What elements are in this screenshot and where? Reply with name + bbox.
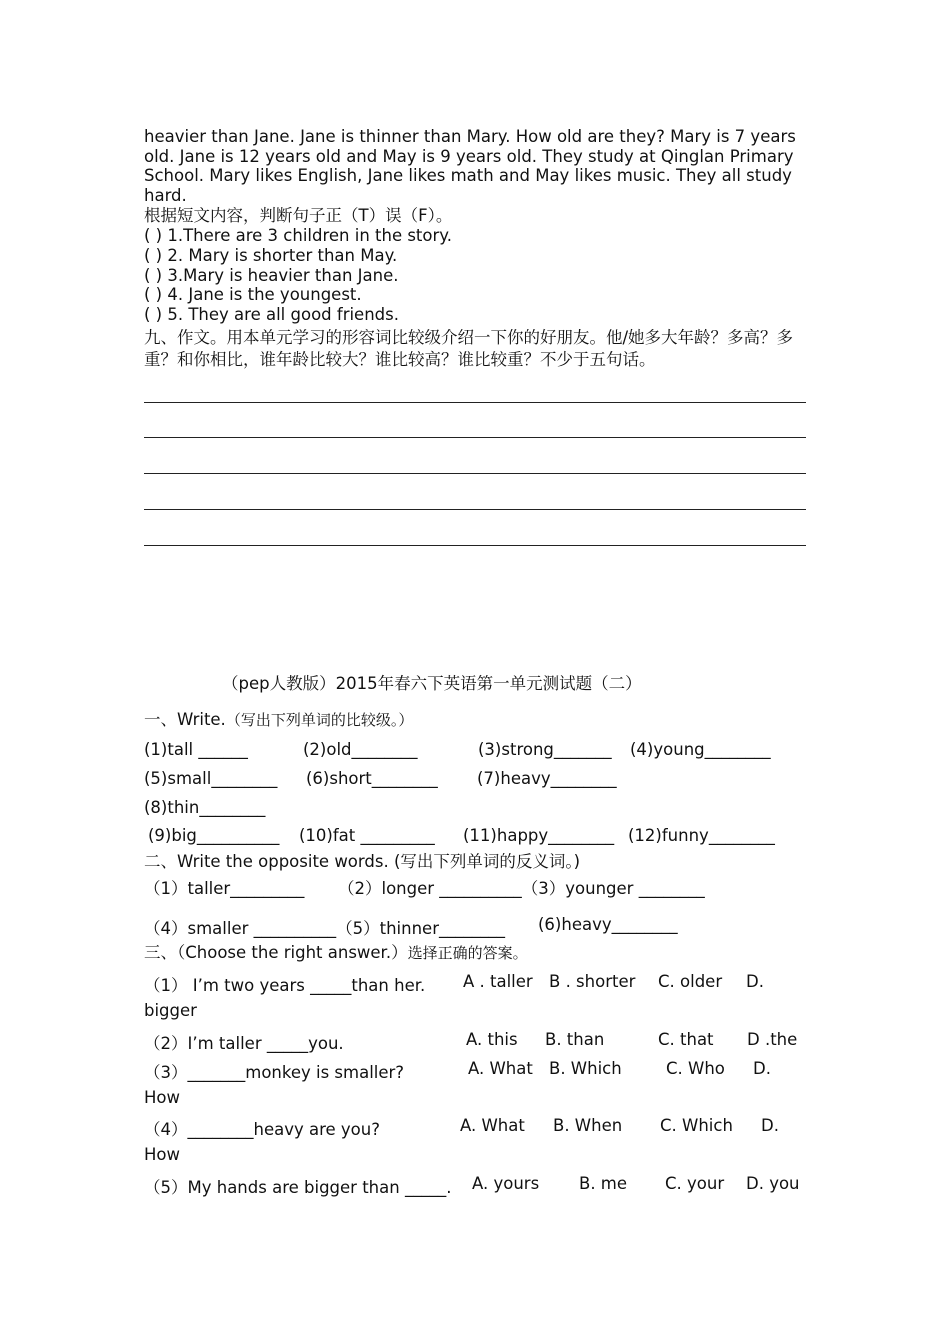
- s2-item-4-5: （4）smaller __________（5）thinner________: [144, 919, 505, 938]
- q5-option-d: D. you: [746, 1174, 800, 1193]
- q4-option-d: D.: [761, 1116, 779, 1135]
- q4-option-a: A. What: [460, 1116, 525, 1135]
- q2-option-d: D .the: [747, 1030, 798, 1049]
- section3-heading-cn: 选择正确的答案。: [407, 944, 528, 962]
- s1-item-1: (1)tall ______: [144, 740, 248, 759]
- section3-heading-en: 三、（Choose the right answer.）: [144, 943, 408, 962]
- q2-option-b: B. than: [545, 1030, 605, 1049]
- q3-stem: （3）_______monkey is smaller?: [144, 1063, 405, 1082]
- s1-item-5: (5)small________: [144, 769, 278, 788]
- q1-option-a: A . taller: [463, 972, 533, 991]
- reading-instruction: 根据短文内容，判断句子正（T）误（F）。: [144, 206, 453, 225]
- writing-line[interactable]: [144, 402, 806, 403]
- s1-item-6: (6)short________: [306, 769, 438, 788]
- q3-option-c: C. Who: [666, 1059, 725, 1078]
- s2-item-6: (6)heavy________: [538, 915, 678, 934]
- q3-option-a: A. What: [468, 1059, 533, 1078]
- section1-heading: [144, 710, 413, 730]
- q1-option-c: C. older: [658, 972, 723, 991]
- writing-line[interactable]: [144, 437, 806, 438]
- writing-line[interactable]: [144, 473, 806, 474]
- s1-item-4: (4)young________: [630, 740, 771, 759]
- tf-item-5: ( ) 5. They are all good friends.: [144, 305, 399, 324]
- section1-heading-label: 一、Write.: [144, 710, 226, 729]
- q1-option-d: D.: [746, 972, 764, 991]
- test-title: （pep人教版）2015年春六下英语第一单元测试题（二）: [222, 674, 642, 693]
- section2-heading: 二、Write the opposite words. (写出下列单词的反义词。): [144, 852, 581, 871]
- q1-option-b: B . shorter: [549, 972, 636, 991]
- q2-option-a: A. this: [466, 1030, 518, 1049]
- writing-prompt: 九、作文。用本单元学习的形容词比较级介绍一下你的好朋友。他/她多大年龄？多高？多重？和你相比，谁年龄比较大？谁比较高？谁比较重？不少于五句话。: [144, 328, 794, 369]
- writing-line[interactable]: [144, 545, 806, 546]
- tf-item-3: ( ) 3.Mary is heavier than Jane.: [144, 266, 399, 285]
- q2-option-c: C. that: [658, 1030, 714, 1049]
- q5-option-b: B. me: [579, 1174, 628, 1193]
- q3-option-d: D.: [753, 1059, 771, 1078]
- reading-passage: heavier than Jane. Jane is thinner than Mary. How old are they? Mary is 7 years old. Jane is 12 years old and May is 9 years old. They study at Qinglan Primary School. Mary likes English, Jane likes math and May likes music. They all study hard.: [144, 127, 796, 205]
- s1-item-2: (2)old________: [303, 740, 418, 759]
- q1-option-d-text: bigger: [144, 1001, 197, 1020]
- tf-item-2: ( ) 2. Mary is shorter than May.: [144, 246, 398, 265]
- q4-stem: （4）________heavy are you?: [144, 1120, 380, 1139]
- writing-line[interactable]: [144, 509, 806, 510]
- q5-option-c: C. your: [665, 1174, 725, 1193]
- section1-heading-note: （写出下列单词的比较级。）: [225, 711, 414, 729]
- q3-option-b: B. Which: [549, 1059, 622, 1078]
- tf-item-4: ( ) 4. Jane is the youngest.: [144, 285, 362, 304]
- s1-item-7: (7)heavy________: [477, 769, 617, 788]
- s1-item-12: (12)funny________: [628, 826, 775, 845]
- tf-item-1: ( ) 1.There are 3 children in the story.: [144, 226, 452, 245]
- q5-option-a: A. yours: [472, 1174, 540, 1193]
- s1-item-11: (11)happy________: [463, 826, 615, 845]
- s1-item-9: (9)big__________: [148, 826, 280, 845]
- s1-item-8: (8)thin________: [144, 798, 266, 817]
- section3-heading: [144, 943, 528, 963]
- s2-item-2-3: （2）longer __________（3）younger ________: [338, 879, 705, 898]
- q5-stem: （5）My hands are bigger than _____.: [144, 1178, 452, 1197]
- s1-item-10: (10)fat _________: [299, 826, 435, 845]
- q4-option-b: B. When: [553, 1116, 623, 1135]
- q2-stem: （2）I’m taller _____you.: [144, 1034, 344, 1053]
- q1-stem: （1） I’m two years _____than her.: [144, 976, 426, 995]
- q4-option-c: C. Which: [660, 1116, 733, 1135]
- q3-option-d-text: How: [144, 1088, 180, 1107]
- s1-item-3: (3)strong_______: [478, 740, 612, 759]
- q4-option-d-text: How: [144, 1145, 180, 1164]
- s2-item-1: （1）taller_________: [144, 879, 305, 898]
